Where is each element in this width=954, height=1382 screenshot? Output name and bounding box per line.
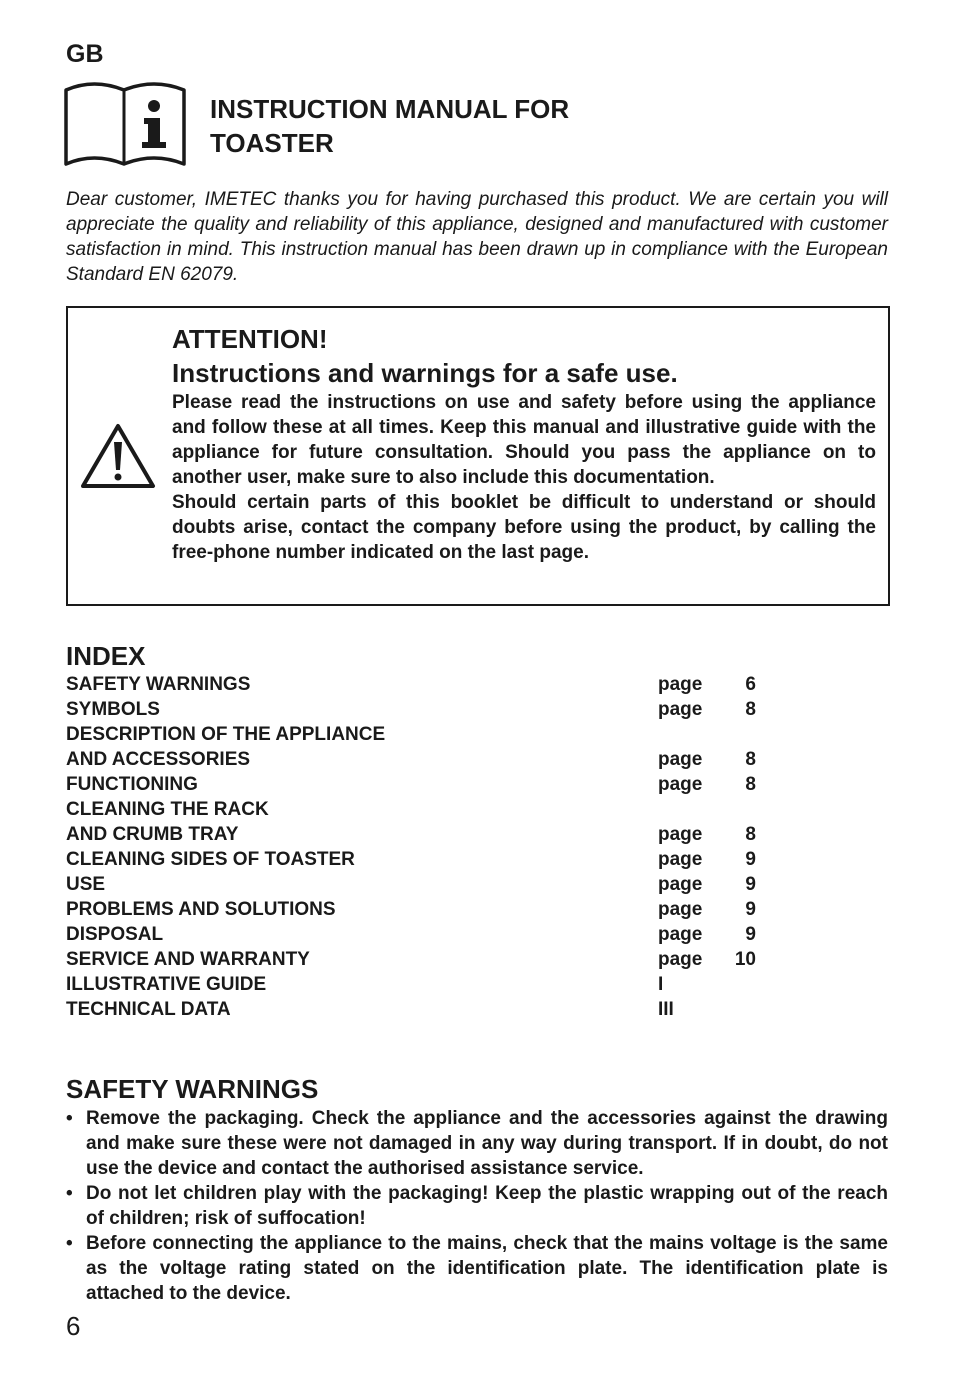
index-label: FUNCTIONING — [66, 774, 198, 795]
attention-heading: ATTENTION! — [172, 324, 328, 354]
index-page-word: page — [658, 699, 703, 720]
index-page-number: 8 — [745, 824, 756, 845]
index-page-word: page — [658, 949, 703, 970]
index-row — [66, 797, 766, 822]
index-row — [66, 772, 766, 797]
safety-warning-text: Before connecting the appliance to the mains, check that the mains voltage is the same as the voltage rating stated on the identification plate. The identification plate is attached to the device. — [86, 1233, 888, 1304]
index-label: PROBLEMS AND SOLUTIONS — [66, 899, 336, 920]
safety-warning-text: Remove the packaging. Check the appliance and the accessories against the drawing and make sure these were not damaged in any way during transport. If in doubt, do not use the device and contact the authorised assistance service. — [86, 1108, 888, 1179]
index-label: CLEANING THE RACK — [66, 799, 269, 820]
index-page-number: 8 — [745, 749, 756, 770]
safety-warning-item — [66, 1181, 888, 1231]
index-row — [66, 997, 766, 1022]
warning-triangle-icon — [80, 422, 156, 490]
index-label: CLEANING SIDES OF TOASTER — [66, 849, 355, 870]
index-page-word: page — [658, 749, 703, 770]
index-label: DISPOSAL — [66, 924, 164, 945]
index-page-word: page — [658, 874, 703, 895]
index-row — [66, 722, 766, 747]
index-page-number: 6 — [745, 674, 756, 695]
index-page-word: page — [658, 924, 703, 945]
language-code: GB — [66, 40, 104, 68]
index-row — [66, 872, 766, 897]
index-page-number: 8 — [745, 774, 756, 795]
index-label: SERVICE AND WARRANTY — [66, 949, 310, 970]
index-row — [66, 747, 766, 772]
attention-content — [172, 322, 876, 565]
index-label: ILLUSTRATIVE GUIDE — [66, 974, 267, 995]
index-label: AND ACCESSORIES — [66, 749, 251, 770]
index-page-number: 9 — [745, 849, 756, 870]
attention-paragraph-2: Should certain parts of this booklet be difficult to understand or should doubts arise, contact the company before using the product, by calling the free-phone number indicated on the last page. — [172, 492, 876, 563]
safety-warnings-title: SAFETY WARNINGS — [66, 1074, 319, 1104]
index-row — [66, 972, 766, 997]
index-page-number: 9 — [745, 874, 756, 895]
index-title: INDEX — [66, 641, 146, 671]
index-label: TECHNICAL DATA — [66, 999, 231, 1020]
intro-paragraph: Dear customer, IMETEC thanks you for having purchased this product. We are certain you will appreciate the quality and reliability of this appliance, designed and manufactured with customer satisfaction in mind. This instruction manual has been drawn up in compliance with the European Standard EN 62079. — [66, 189, 888, 285]
index-page-word: page — [658, 774, 703, 795]
index-row — [66, 822, 766, 847]
bullet-marker: • — [66, 1233, 73, 1254]
title-line-1: INSTRUCTION MANUAL FOR — [210, 94, 570, 124]
attention-subheading: Instructions and warnings for a safe use. — [172, 358, 678, 388]
document-title — [210, 92, 569, 160]
index-page-word: I — [658, 974, 664, 995]
bullet-marker: • — [66, 1183, 73, 1204]
safety-warnings-list — [66, 1106, 888, 1306]
index-page-word: page — [658, 899, 703, 920]
index-page-number: 8 — [745, 699, 756, 720]
index-list — [66, 672, 766, 1022]
title-line-2: TOASTER — [210, 128, 334, 158]
index-page-word: page — [658, 849, 703, 870]
index-label: SYMBOLS — [66, 699, 160, 720]
page-number: 6 — [66, 1311, 81, 1341]
index-page-word: page — [658, 674, 703, 695]
index-page-word: III — [658, 999, 674, 1020]
index-page-number: 10 — [734, 949, 756, 970]
index-page-number: 9 — [745, 924, 756, 945]
index-row — [66, 672, 766, 697]
index-row — [66, 947, 766, 972]
safety-warning-text: Do not let children play with the packaging! Keep the plastic wrapping out of the reach of children; risk of suffocation! — [86, 1183, 888, 1229]
attention-paragraph-1: Please read the instructions on use and safety before using the appliance and follow these at all times. Keep this manual and illustrative guide with the appliance for future consultation. Should you pass the appliance on to another user, make sure to also include this documentation. — [172, 392, 876, 488]
index-row — [66, 697, 766, 722]
attention-box — [66, 306, 890, 606]
index-label: AND CRUMB TRAY — [66, 824, 239, 845]
index-page-number: 9 — [745, 899, 756, 920]
info-book-icon — [64, 76, 186, 168]
index-row — [66, 847, 766, 872]
index-row — [66, 897, 766, 922]
bullet-marker: • — [66, 1108, 73, 1129]
index-page-word: page — [658, 824, 703, 845]
safety-warning-item — [66, 1231, 888, 1306]
index-label: SAFETY WARNINGS — [66, 674, 251, 695]
index-label: DESCRIPTION OF THE APPLIANCE — [66, 724, 386, 745]
safety-warning-item — [66, 1106, 888, 1181]
index-label: USE — [66, 874, 106, 895]
index-row — [66, 922, 766, 947]
